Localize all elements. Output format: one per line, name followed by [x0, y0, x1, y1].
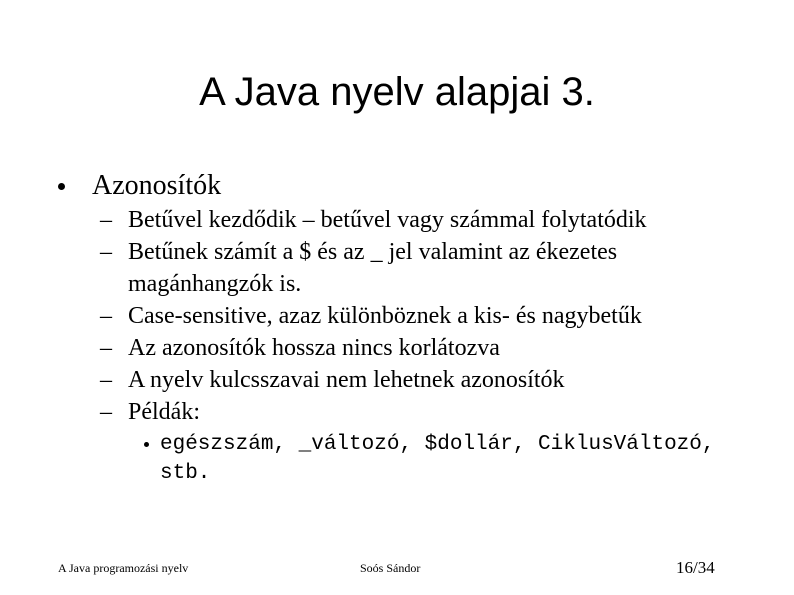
dash-icon: – [100, 335, 112, 361]
bullet-dot-icon [144, 442, 149, 447]
sub-bullet-text: Case-sensitive, azaz különböznek a kis- és nagybetűk [128, 303, 642, 329]
dash-icon: – [100, 207, 112, 233]
bullet-text: Azonosítók [92, 170, 222, 201]
sub-bullet-text: Betűnek számít a $ és az _ jel valamint az ékezetes magánhangzók is. [128, 239, 618, 297]
bullet-item [56, 168, 756, 204]
sub-bullet-text: A nyelv kulcsszavai nem lehetnek azonosítók [128, 367, 565, 393]
sub-bullet-item [100, 364, 748, 396]
sub-bullet-item [100, 300, 748, 332]
slide-title: A Java nyelv alapjai 3. [199, 70, 595, 114]
sub-bullet-text: Példák: [128, 399, 200, 425]
dash-icon: – [100, 367, 112, 393]
examples-code: egészszám, _változó, $dollár, CiklusVáltozó, stb. [160, 433, 715, 485]
sub-bullet-item [100, 332, 748, 364]
sub-bullet-item [100, 204, 748, 236]
footer-author: Soós Sándor [360, 561, 421, 575]
dash-icon: – [100, 303, 112, 329]
sub-bullet-text: Az azonosítók hossza nincs korlátozva [128, 335, 500, 361]
sub-bullet-list [100, 204, 748, 428]
bullet-dot-icon [58, 183, 65, 190]
sub-bullet-item [100, 236, 748, 300]
dash-icon: – [100, 239, 112, 265]
dash-icon: – [100, 399, 112, 425]
examples-item [160, 430, 720, 488]
slide-content [56, 168, 756, 488]
sub-bullet-item [100, 396, 748, 428]
footer-course-title: A Java programozási nyelv [58, 561, 189, 575]
footer-page-number: 16/34 [676, 558, 715, 577]
sub-bullet-text: Betűvel kezdődik – betűvel vagy számmal folytatódik [128, 207, 647, 233]
